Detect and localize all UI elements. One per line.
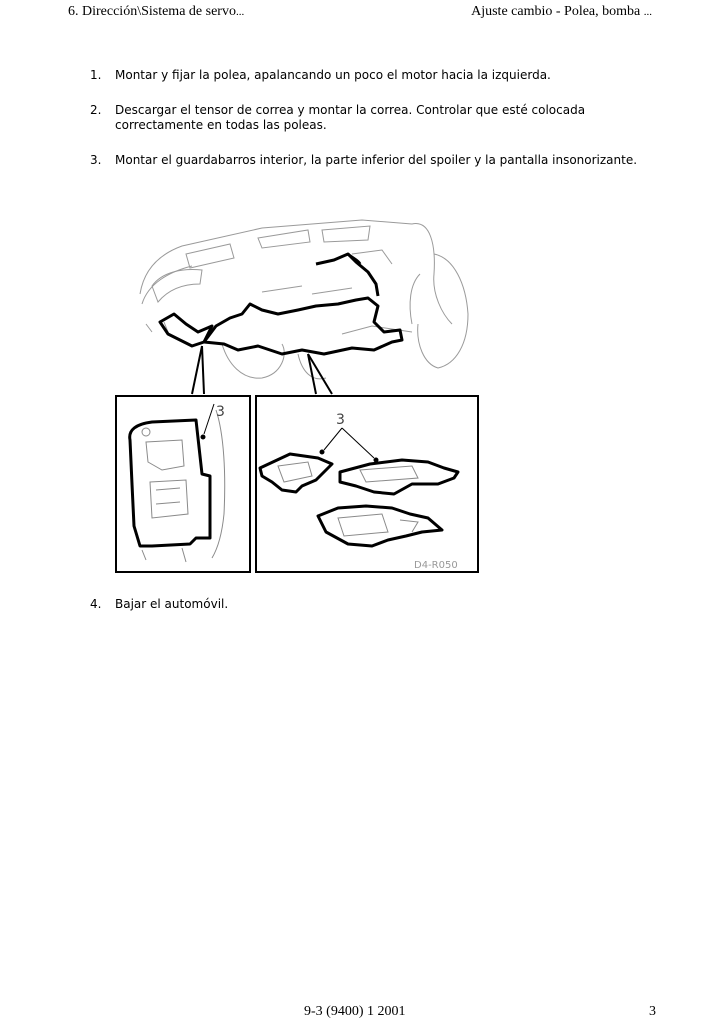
step-2 — [90, 103, 650, 133]
step-1 — [90, 68, 650, 83]
fender-outline-highlight — [160, 254, 402, 354]
underbody-illustration — [112, 214, 484, 578]
illustration-drawing — [112, 214, 484, 578]
step-3 — [90, 153, 650, 168]
step-number: 1. — [90, 68, 102, 82]
step-text: Descargar el tensor de correa y montar la correa. Controlar que esté colocada correctamente en todas las poleas. — [115, 103, 586, 132]
image-code: D4-R050 — [414, 560, 458, 571]
callout-number-right: 3 — [336, 412, 345, 428]
header-left-text: 6. Dirección\Sistema de servo — [68, 4, 236, 19]
step-text: Bajar el automóvil. — [115, 597, 229, 611]
header-left — [68, 4, 244, 20]
callout-pointer-lines — [192, 346, 332, 394]
footer-model-code: 9-3 (9400) 1 2001 — [304, 1004, 406, 1019]
step-text: Montar y fijar la polea, apalancando un poco el motor hacia la izquierda. — [115, 68, 551, 82]
header-left-ellipsis: ... — [235, 6, 245, 18]
callout-number-left: 3 — [216, 404, 225, 420]
header-right-text: Ajuste cambio - Polea, bomba — [471, 4, 641, 19]
car-outline — [140, 220, 468, 379]
header-right — [471, 4, 652, 20]
step-number: 4. — [90, 597, 102, 611]
step-number: 3. — [90, 153, 102, 167]
header-right-ellipsis: ... — [643, 6, 652, 18]
step-text: Montar el guardabarros interior, la parte inferior del spoiler y la pantalla insonorizante. — [115, 153, 638, 167]
footer-page-number: 3 — [649, 1004, 656, 1019]
step-4 — [90, 597, 650, 612]
step-number: 2. — [90, 103, 102, 117]
